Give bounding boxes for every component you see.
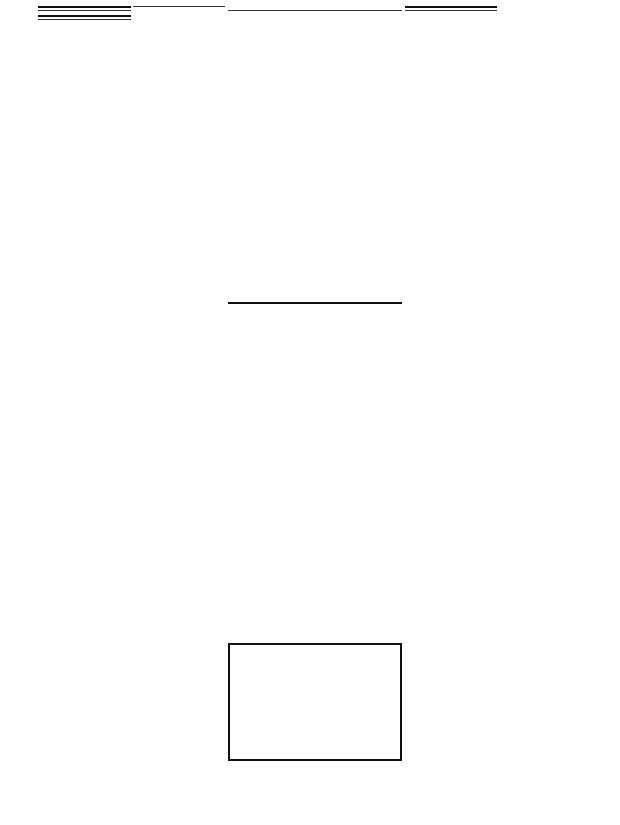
- divider: [228, 302, 402, 304]
- liquidamos-ad: [228, 643, 402, 761]
- divider: [38, 10, 131, 11]
- divider: [38, 15, 131, 17]
- divider: [38, 6, 131, 8]
- column-4: [405, 0, 497, 15]
- antenas-ad: [228, 765, 402, 767]
- crossword-left-numbers: [243, 130, 259, 300]
- column-1: [38, 0, 131, 22]
- column-5: [500, 0, 588, 8]
- divider: [133, 6, 225, 7]
- crossword-clues: [228, 296, 402, 306]
- divider: [405, 10, 497, 11]
- crossword-top-numbers: [260, 118, 430, 130]
- divider: [38, 19, 131, 20]
- divider: [405, 6, 497, 8]
- column-3: [228, 0, 402, 13]
- column-2: [133, 0, 225, 13]
- divider: [228, 10, 402, 11]
